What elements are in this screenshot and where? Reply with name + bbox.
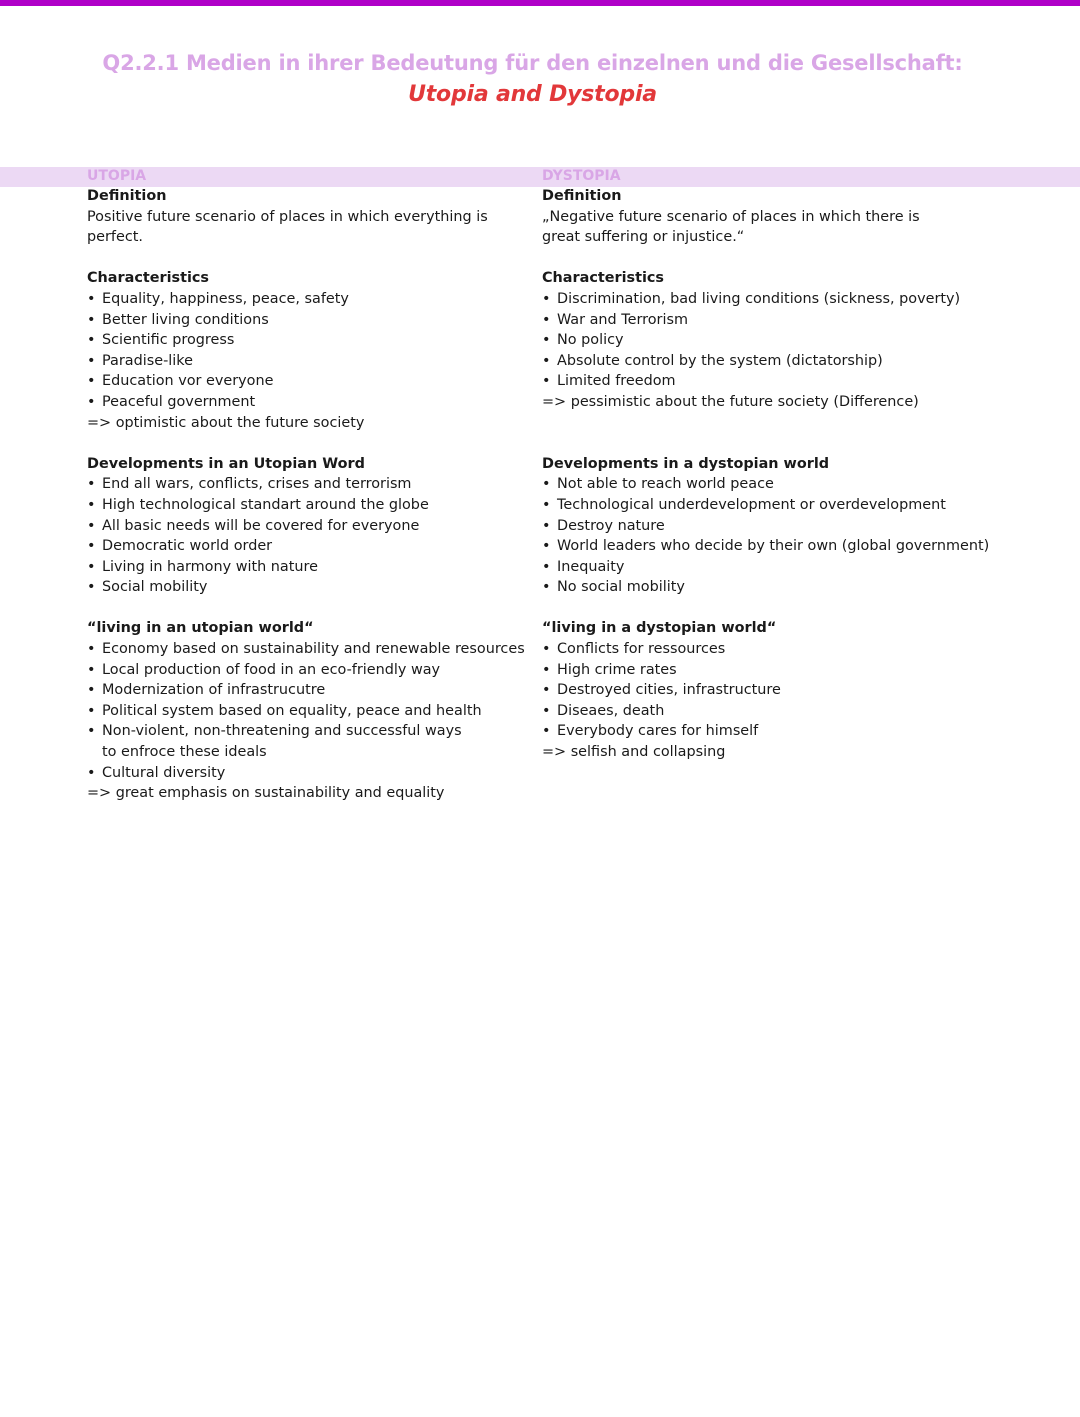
dystopia-living-heading: “living in a dystopian world“ bbox=[542, 620, 777, 637]
title-line-2: Utopia and Dystopia bbox=[408, 82, 657, 107]
list-item: • Technological underdevelopment or overdevelopment bbox=[542, 495, 1072, 516]
utopia-characteristics-list bbox=[87, 289, 527, 413]
list-item: • Economy based on sustainability and renewable resources bbox=[87, 639, 527, 660]
list-item: • Conflicts for ressources bbox=[542, 639, 1072, 660]
list-item: • Equality, happiness, peace, safety bbox=[87, 289, 527, 310]
utopia-characteristics-heading: Characteristics bbox=[87, 270, 209, 287]
list-item: • Paradise-like bbox=[87, 351, 527, 372]
title-line-1: Q2.2.1 Medien in ihrer Bedeutung für den einzelnen und die Gesellschaft: bbox=[102, 51, 963, 75]
utopia-title: UTOPIA bbox=[87, 168, 147, 184]
list-item: • Not able to reach world peace bbox=[542, 474, 1072, 495]
list-item: • Cultural diversity bbox=[87, 763, 527, 784]
list-item: • World leaders who decide by their own (global government) bbox=[542, 536, 1072, 557]
top-accent-bar bbox=[0, 0, 1080, 6]
list-item: • No social mobility bbox=[542, 577, 1072, 598]
list-item: • Absolute control by the system (dictatorship) bbox=[542, 351, 1072, 372]
dystopia-developments-heading: Developments in a dystopian world bbox=[542, 455, 830, 472]
dystopia-definition-text: „Negative future scenario of places in which there is great suffering or injustice.“ bbox=[542, 208, 920, 246]
list-item: • Democratic world order bbox=[87, 536, 527, 557]
dystopia-characteristics-conclusion: => pessimistic about the future society (Difference) bbox=[542, 393, 919, 410]
list-item: • Peaceful government bbox=[87, 392, 527, 413]
dystopia-title: DYSTOPIA bbox=[542, 168, 621, 184]
list-item: • Social mobility bbox=[87, 577, 527, 598]
utopia-living-heading: “living in an utopian world“ bbox=[87, 620, 314, 637]
list-item: • Limited freedom bbox=[542, 371, 1072, 392]
list-item: • End all wars, conflicts, crises and terrorism bbox=[87, 474, 527, 495]
list-item: • Non-violent, non-threatening and successful ways to enfroce these ideals bbox=[87, 721, 474, 762]
list-item: • Better living conditions bbox=[87, 310, 527, 331]
dystopia-developments-list bbox=[542, 474, 1072, 598]
list-item: • Destroyed cities, infrastructure bbox=[542, 680, 1072, 701]
list-item: • Diseaes, death bbox=[542, 701, 1072, 722]
dystopia-definition-heading: Definition bbox=[542, 188, 622, 204]
list-item: • High crime rates bbox=[542, 660, 1072, 681]
dystopia-characteristics-heading: Characteristics bbox=[542, 270, 664, 287]
list-item: • Discrimination, bad living conditions (sickness, poverty) bbox=[542, 289, 1072, 310]
list-item: • Political system based on equality, peace and health bbox=[87, 701, 527, 722]
list-item: • War and Terrorism bbox=[542, 310, 1072, 331]
dystopia-characteristics-list bbox=[542, 289, 1072, 392]
list-item: • High technological standart around the globe bbox=[87, 495, 527, 516]
list-item: • Inequaity bbox=[542, 557, 1072, 578]
list-item: • Destroy nature bbox=[542, 516, 1072, 537]
utopia-column bbox=[87, 165, 527, 804]
list-item: • No policy bbox=[542, 330, 1072, 351]
list-item: • Everybody cares for himself bbox=[542, 721, 1072, 742]
dystopia-column bbox=[542, 165, 1072, 763]
utopia-living-list bbox=[87, 639, 527, 783]
utopia-developments-list bbox=[87, 474, 527, 598]
list-item: • Local production of food in an eco-friendly way bbox=[87, 660, 527, 681]
list-item: • Living in harmony with nature bbox=[87, 557, 527, 578]
list-item: • All basic needs will be covered for everyone bbox=[87, 516, 527, 537]
list-item: • Education vor everyone bbox=[87, 371, 527, 392]
utopia-developments-heading: Developments in an Utopian Word bbox=[87, 455, 365, 472]
utopia-definition-heading: Definition bbox=[87, 188, 167, 204]
utopia-living-conclusion: => great emphasis on sustainability and equality bbox=[87, 785, 445, 802]
dystopia-living-list bbox=[542, 639, 1072, 742]
utopia-characteristics-conclusion: => optimistic about the future society bbox=[87, 414, 365, 431]
utopia-definition-text: Positive future scenario of places in which everything is perfect. bbox=[87, 208, 488, 246]
list-item: • Scientific progress bbox=[87, 330, 527, 351]
page-title bbox=[0, 48, 1065, 110]
list-item: • Modernization of infrastrucutre bbox=[87, 680, 527, 701]
dystopia-living-conclusion: => selfish and collapsing bbox=[542, 744, 726, 761]
